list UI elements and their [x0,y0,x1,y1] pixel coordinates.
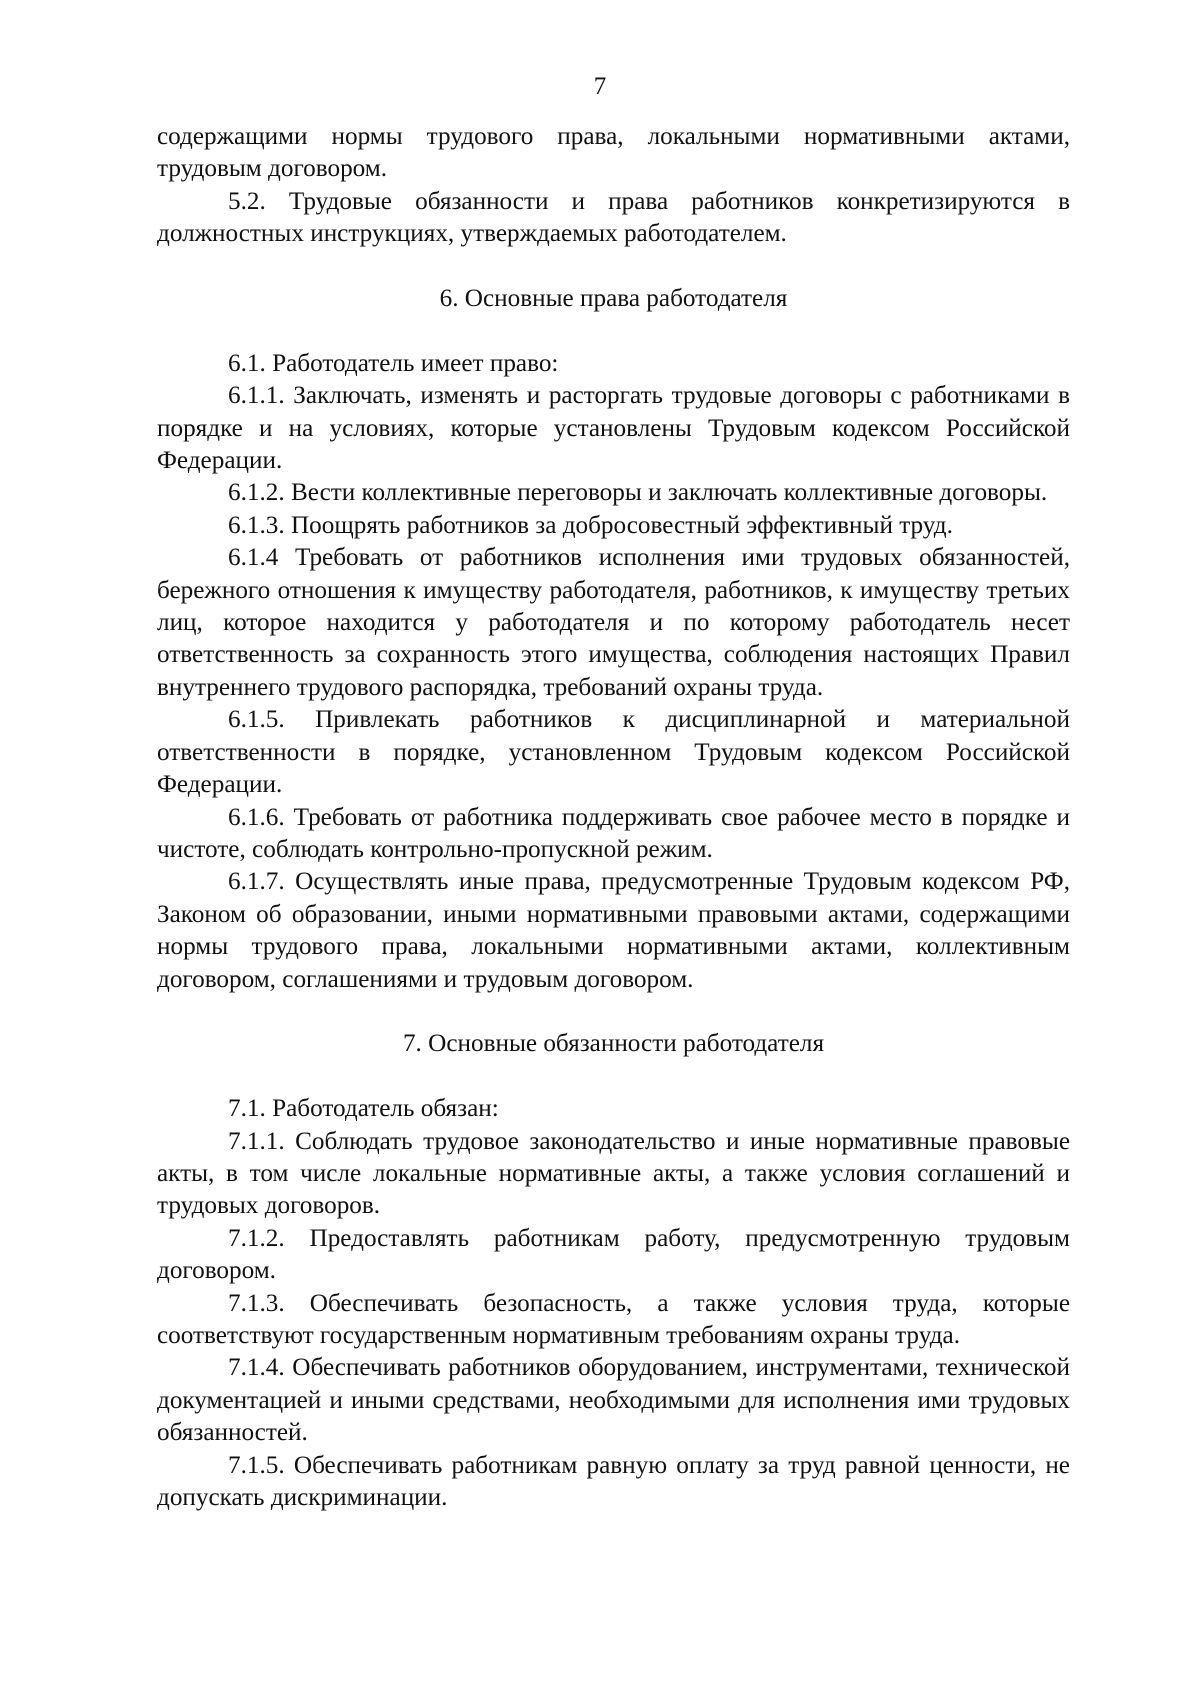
section-heading-6: 6. Основные права работодателя [439,285,788,313]
paragraph-6-1-4: 6.1.4 Требовать от работников исполнения ими трудовых обязанностей, бережного отношения к имуществу работодателя, работников, к имуществу третьих лиц, которое находится у работодателя и по которому работодатель несет ответственность за сохранность этого имущества, соблюдения настоящих Правил внутреннего трудового распорядка, требований охраны труда. [157,544,1070,701]
paragraph-7-1: 7.1. Работодатель обязан: [228,1095,499,1123]
page-number: 7 [593,73,607,100]
section-heading-7: 7. Основные обязанности работодателя [402,1030,825,1058]
paragraph-continuation: содержащими нормы трудового права, локальными нормативными актами, трудовым договором. [157,123,1070,183]
paragraph-7-1-2: 7.1.2. Предоставлять работникам работу, предусмотренную трудовым договором. [157,1224,1070,1285]
paragraph-6-1-1: 6.1.1. Заключать, изменять и расторгать трудовые договоры с работниками в порядке и на условиях, которые установлены Трудовым кодексом Российской Федерации. [157,382,1070,475]
paragraph-6-1-2: 6.1.2. Вести коллективные переговоры и заключать коллективные договоры. [228,479,1048,507]
paragraph-6-1-5: 6.1.5. Привлекать работников к дисциплинарной и материальной ответственности в порядке, установленном Трудовым кодексом Российской Федерации. [157,706,1070,799]
paragraph-6-1-3: 6.1.3. Поощрять работников за добросовестный эффективный труд. [228,511,953,539]
paragraph-5-2: 5.2. Трудовые обязанности и права работников конкретизируются в должностных инструкциях, утверждаемых работодателем. [157,187,1070,248]
paragraph-6-1-7: 6.1.7. Осуществлять иные права, предусмотренные Трудовым кодексом РФ, Законом об образовании, иными нормативными правовыми актами, содержащими нормы трудового права, локальными нормативными актами, коллективным договором, соглашениями и трудовым договором. [157,868,1070,993]
paragraph-6-1: 6.1. Работодатель имеет право: [228,349,559,377]
document-body [157,121,1070,1514]
paragraph-7-1-4: 7.1.4. Обеспечивать работников оборудованием, инструментами, технической документацией и иными средствами, необходимыми для исполнения ими трудовых обязанностей. [157,1354,1070,1447]
paragraph-6-1-6: 6.1.6. Требовать от работника поддерживать свое рабочее место в порядке и чистоте, соблюдать контрольно-пропускной режим. [157,803,1070,863]
paragraph-7-1-3: 7.1.3. Обеспечивать безопасность, а также условия труда, которые соответствуют государственным нормативным требованиям охраны труда. [157,1289,1070,1349]
paragraph-7-1-5: 7.1.5. Обеспечивать работникам равную оплату за труд равной ценности, не допускать дискриминации. [157,1451,1070,1511]
paragraph-7-1-1: 7.1.1. Соблюдать трудовое законодательство и иные нормативные правовые акты, в том числе локальные нормативные акты, а также условия соглашений и трудовых договоров. [157,1127,1070,1220]
